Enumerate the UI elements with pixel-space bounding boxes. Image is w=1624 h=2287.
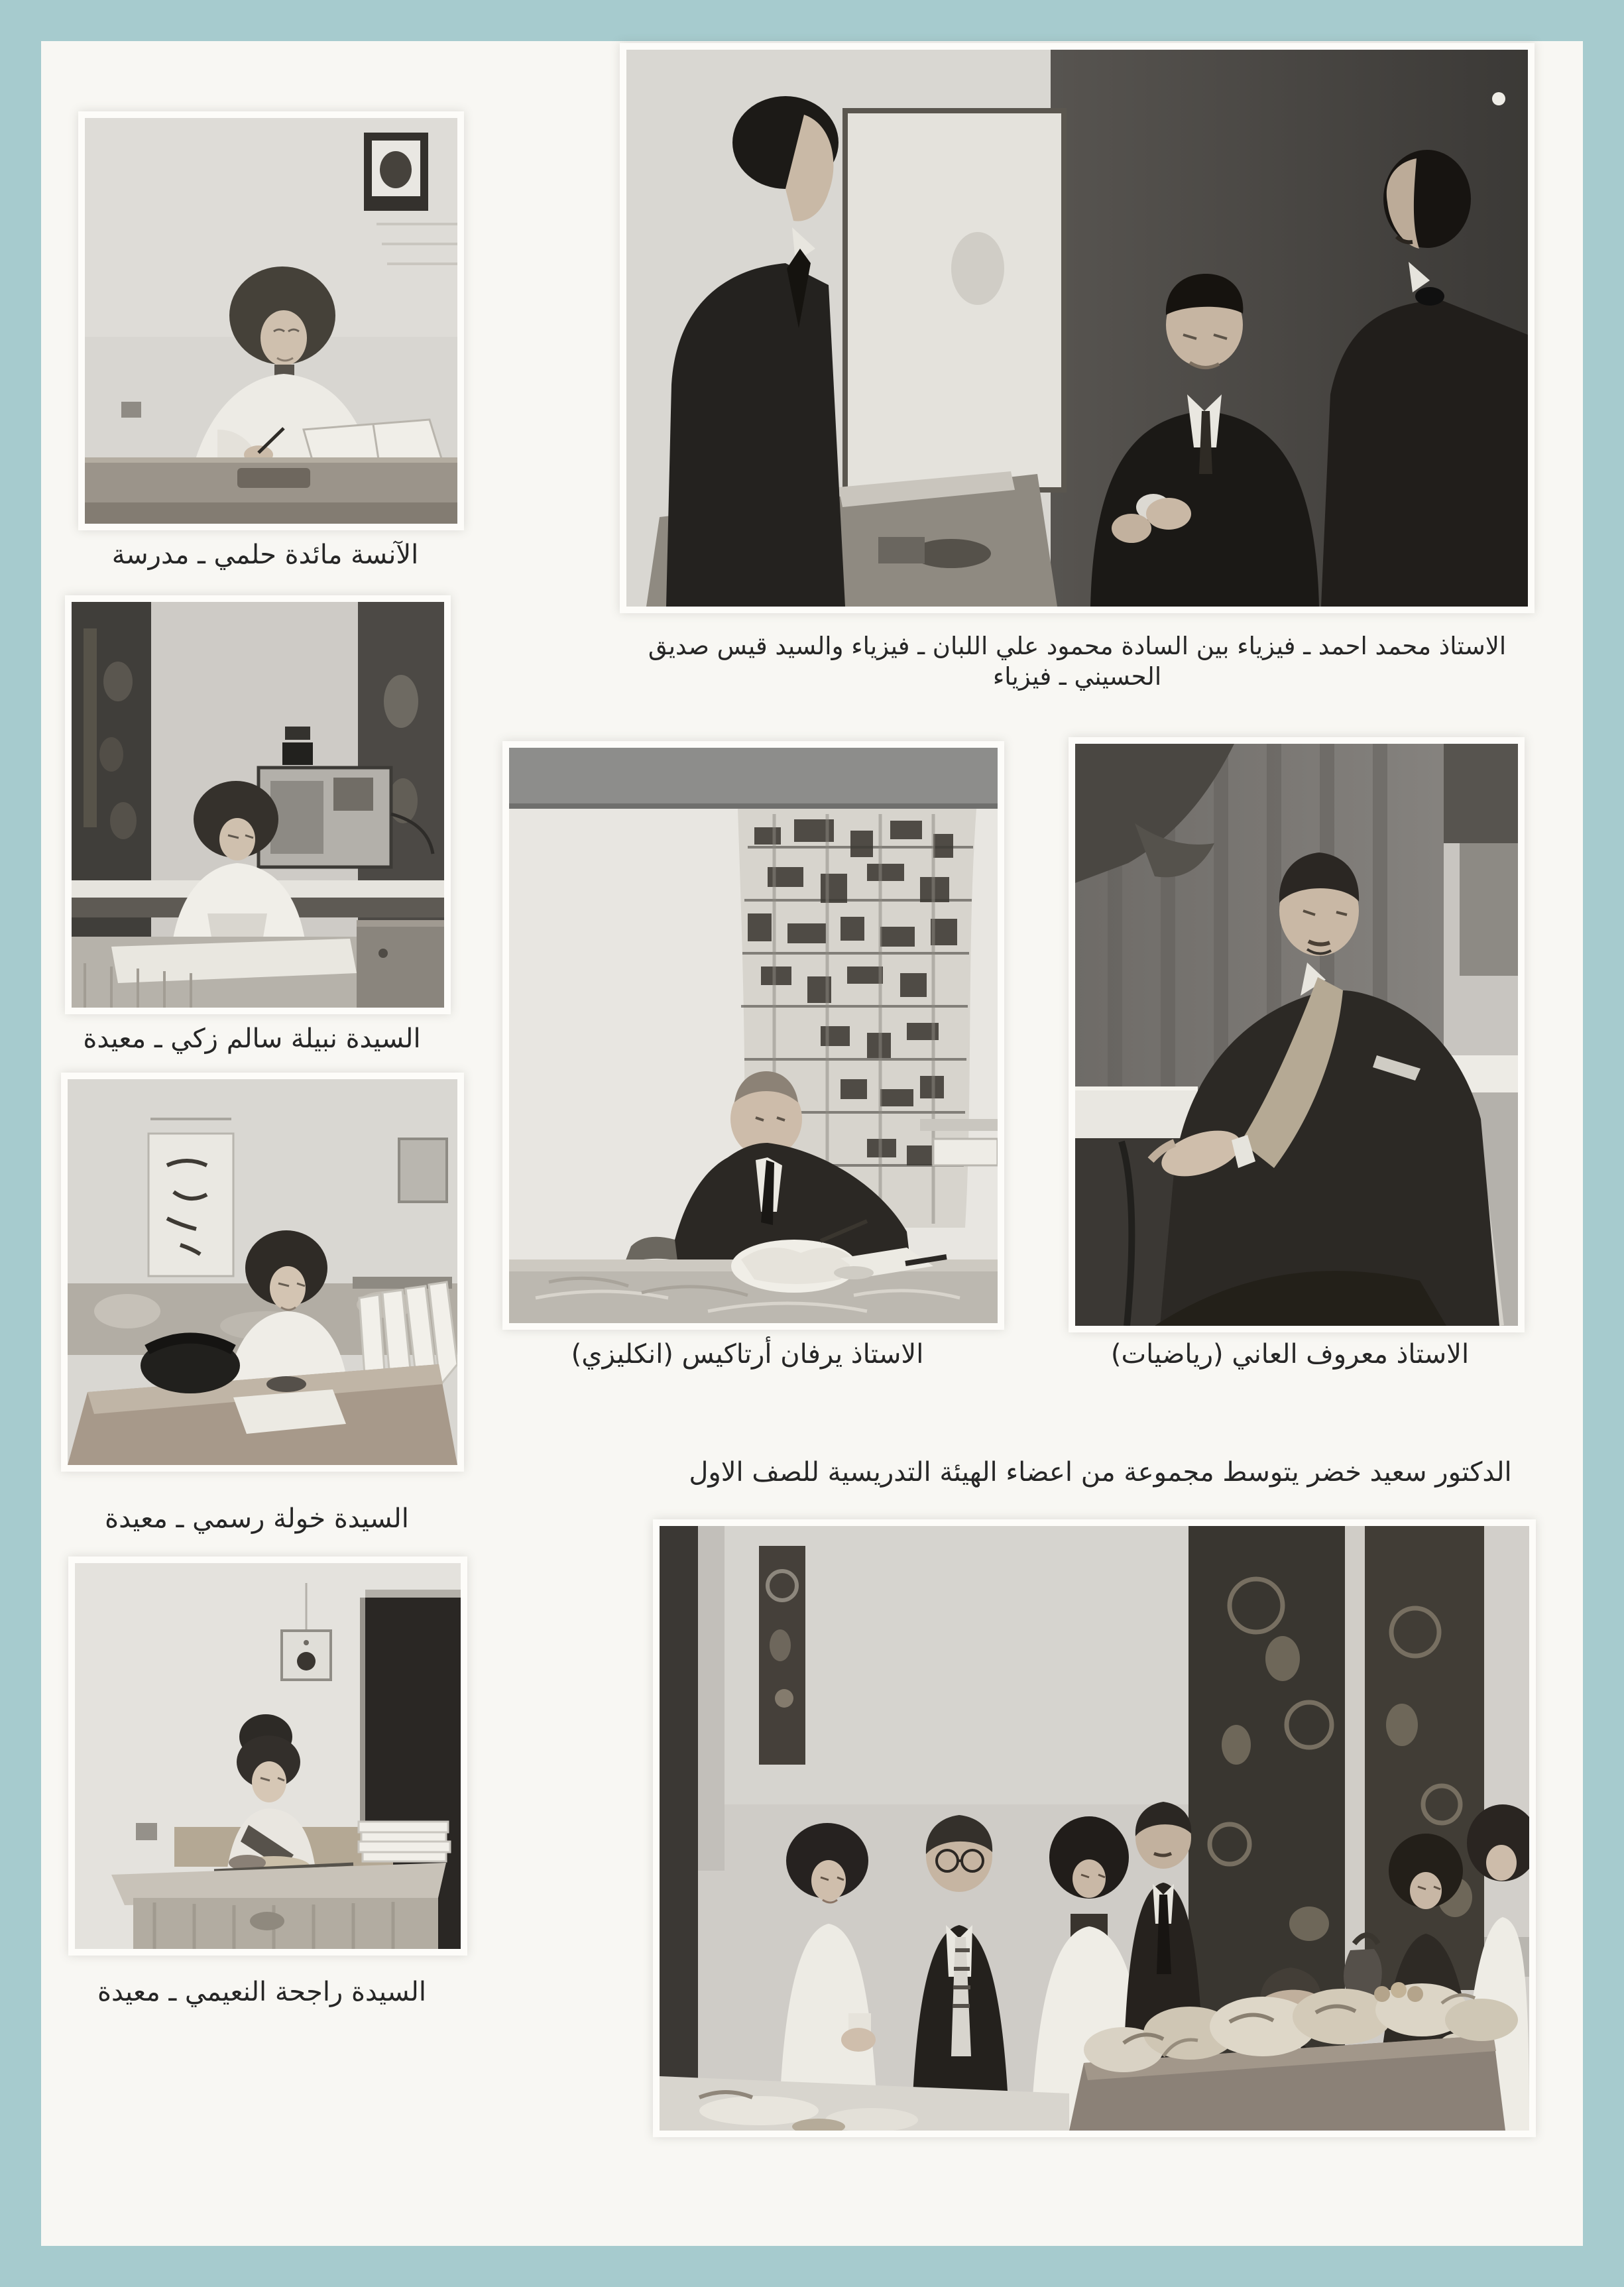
photo-rajiha-illustration	[75, 1563, 461, 1949]
photo-nabila	[65, 595, 451, 1014]
photo-miss-maida-illustration	[85, 118, 457, 524]
photo-marouf-alani	[1069, 737, 1525, 1332]
photo-khawla-illustration	[68, 1079, 457, 1465]
photo-yervan-artakis	[502, 741, 1004, 1330]
caption-miss-maida: الآنسة مائدة حلمي ـ مدرسة	[111, 540, 419, 570]
caption-faculty-group: الدكتور سعيد خضر يتوسط مجموعة من اعضاء الهيئة التدريسية للصف الاول	[689, 1457, 1512, 1488]
wall-box	[399, 1139, 447, 1202]
caption-three-physics-teachers: الاستاذ محمد احمد ـ فيزياء بين السادة محمود علي اللبان ـ فيزياء والسيد قيس صديق الحسيني ـ فيزياء	[648, 632, 1507, 691]
photo-group-illustration	[660, 1526, 1529, 2131]
caption-rajiha: السيدة راجحة النعيمي ـ معيدة	[97, 1977, 426, 2007]
caption-yervan-artakis: الاستاذ يرفان أرتاكيس (انكليزي)	[571, 1339, 924, 1370]
photo-rajiha	[68, 1556, 467, 1956]
window	[845, 111, 1064, 490]
photo-artakis-illustration	[509, 748, 998, 1323]
photo-three-physics-teachers	[620, 43, 1535, 613]
panel-left	[759, 1546, 805, 1765]
caption-khawla: السيدة خولة رسمي ـ معيدة	[105, 1503, 409, 1534]
photo-miss-maida	[78, 111, 464, 530]
wall-poster	[148, 1119, 233, 1288]
wall-switch	[136, 1823, 157, 1840]
photo-khawla	[61, 1073, 464, 1472]
metal-band	[509, 748, 998, 806]
wall-switch	[121, 402, 141, 418]
photo-alani-illustration	[1075, 744, 1518, 1326]
photo-nabila-illustration	[72, 602, 444, 1008]
caption-marouf-alani: الاستاذ معروف العاني (رياضيات)	[1110, 1339, 1470, 1370]
photo-three-men-illustration	[626, 50, 1528, 607]
paper-stack	[359, 1822, 450, 1861]
caption-nabila: السيدة نبيلة سالم زكي ـ معيدة	[83, 1024, 421, 1054]
photo-faculty-group	[653, 1519, 1536, 2137]
